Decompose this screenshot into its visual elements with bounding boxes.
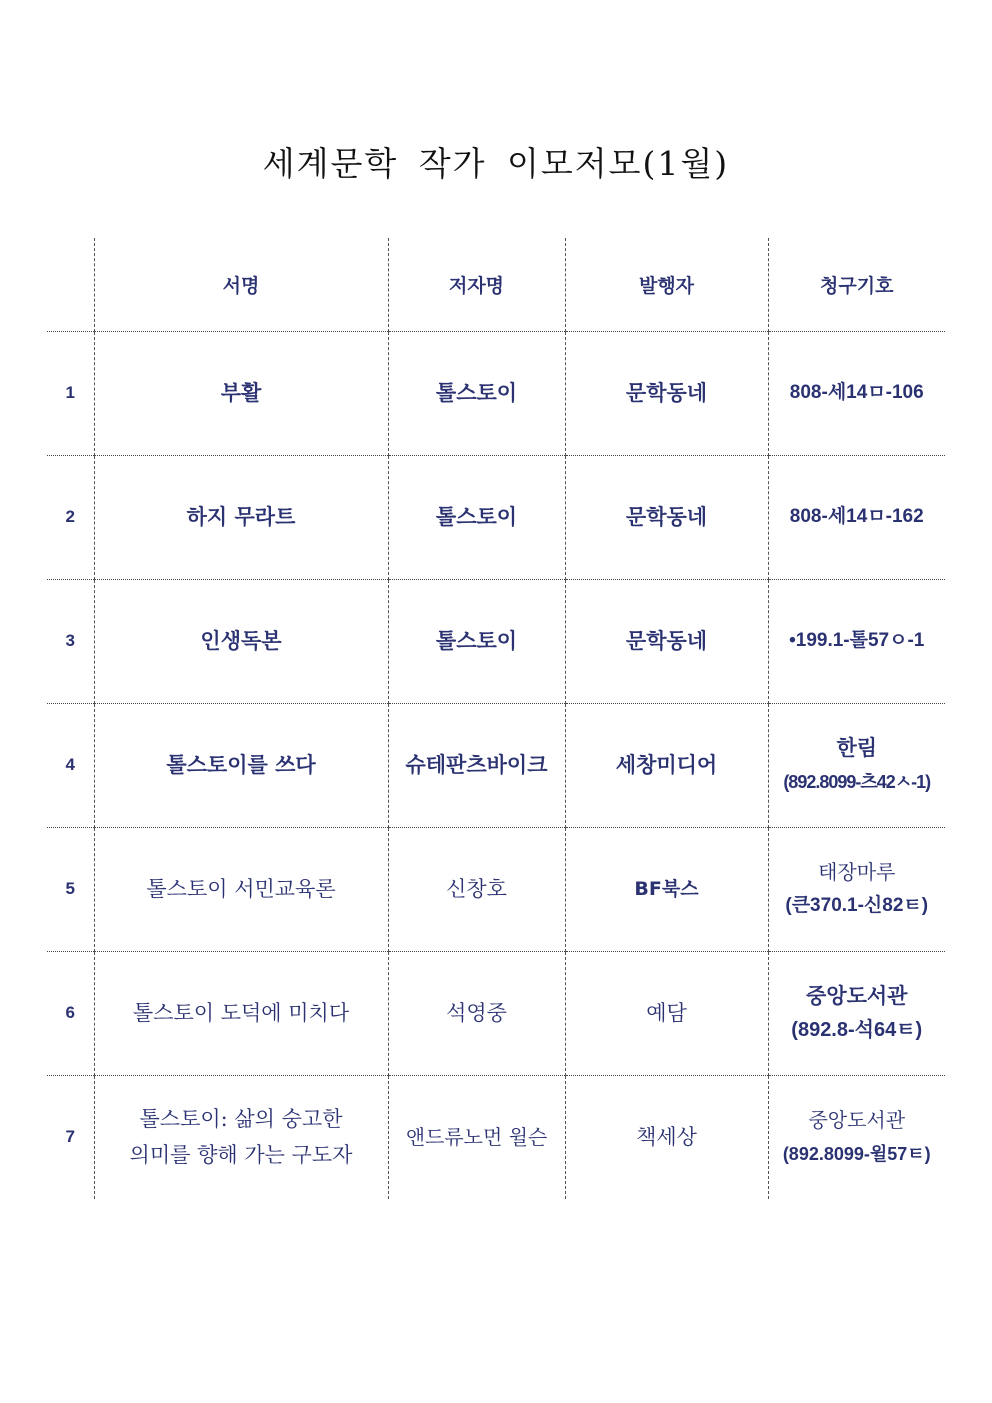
book-author: 톨스토이	[388, 331, 565, 455]
book-title-line: 톨스토이: 삶의 숭고한	[139, 1107, 343, 1132]
book-title-line: 톨스토이 서민교육론	[146, 877, 336, 901]
call-number-text: (892.8099-츠42ㅅ-1)	[783, 772, 931, 792]
book-author: 앤드류노먼 윌슨	[388, 1075, 565, 1199]
call-number	[768, 331, 945, 455]
header-title: 서명	[94, 238, 388, 331]
book-author: 톨스토이	[388, 579, 565, 703]
header-number	[47, 238, 94, 331]
call-number-text: 808-세14ㅁ-106	[789, 382, 924, 403]
book-publisher: 예담	[565, 951, 768, 1075]
book-title-line: 톨스토이 도덕에 미치다	[132, 1001, 350, 1025]
book-title	[94, 1075, 388, 1199]
book-publisher: 문학동네	[565, 455, 768, 579]
table-row	[47, 703, 945, 827]
table-header-row	[47, 238, 945, 331]
book-publisher: 문학동네	[565, 579, 768, 703]
table-row	[47, 579, 945, 703]
book-title	[94, 703, 388, 827]
book-publisher: 문학동네	[565, 331, 768, 455]
page-title: 세계문학 작가 이모저모(1월)	[262, 144, 730, 183]
book-title-line: 인생독본	[200, 629, 282, 653]
call-number	[768, 827, 945, 951]
table-row	[47, 1075, 945, 1199]
book-title-line: 하지 무라트	[186, 505, 296, 529]
header-author: 저자명	[388, 238, 565, 331]
book-title	[94, 827, 388, 951]
call-number	[768, 951, 945, 1075]
call-number	[768, 1075, 945, 1199]
row-number: 3	[47, 579, 94, 703]
call-number	[768, 579, 945, 703]
book-author: 슈테판츠바이크	[388, 703, 565, 827]
row-number: 4	[47, 703, 94, 827]
book-title-line: 톨스토이를 쓰다	[166, 753, 316, 777]
call-number-text: 808-세14ㅁ-162	[789, 506, 924, 527]
book-author: 톨스토이	[388, 455, 565, 579]
book-publisher: BF북스	[565, 827, 768, 951]
book-author: 신창호	[388, 827, 565, 951]
call-number-text: (892.8-석64ㅌ)	[791, 1019, 923, 1041]
call-number-text: •199.1-톨57ㅇ-1	[789, 630, 925, 651]
book-author: 석영중	[388, 951, 565, 1075]
library-name: 한림	[836, 736, 878, 760]
book-publisher: 책세상	[565, 1075, 768, 1199]
book-publisher: 세창미디어	[565, 703, 768, 827]
book-list-table	[47, 238, 945, 1199]
table-row	[47, 951, 945, 1075]
call-number-text: (큰370.1-신82ㅌ)	[785, 895, 929, 916]
table-row	[47, 827, 945, 951]
book-title-line: 의미를 향해 가는 구도자	[129, 1143, 353, 1168]
row-number: 6	[47, 951, 94, 1075]
header-call-number: 청구기호	[768, 238, 945, 331]
row-number: 2	[47, 455, 94, 579]
book-title	[94, 455, 388, 579]
call-number	[768, 703, 945, 827]
call-number-text: (892.8099-윌57ㅌ)	[782, 1144, 931, 1165]
library-name: 중앙도서관	[808, 1108, 906, 1133]
book-title	[94, 951, 388, 1075]
table-row	[47, 455, 945, 579]
row-number: 7	[47, 1075, 94, 1199]
book-title-line: 부활	[220, 381, 262, 405]
book-title	[94, 331, 388, 455]
library-name: 중앙도서관	[806, 984, 908, 1008]
library-name: 태장마루	[818, 860, 896, 884]
table-row	[47, 331, 945, 455]
header-publisher: 발행자	[565, 238, 768, 331]
call-number	[768, 455, 945, 579]
row-number: 5	[47, 827, 94, 951]
row-number: 1	[47, 331, 94, 455]
book-title	[94, 579, 388, 703]
